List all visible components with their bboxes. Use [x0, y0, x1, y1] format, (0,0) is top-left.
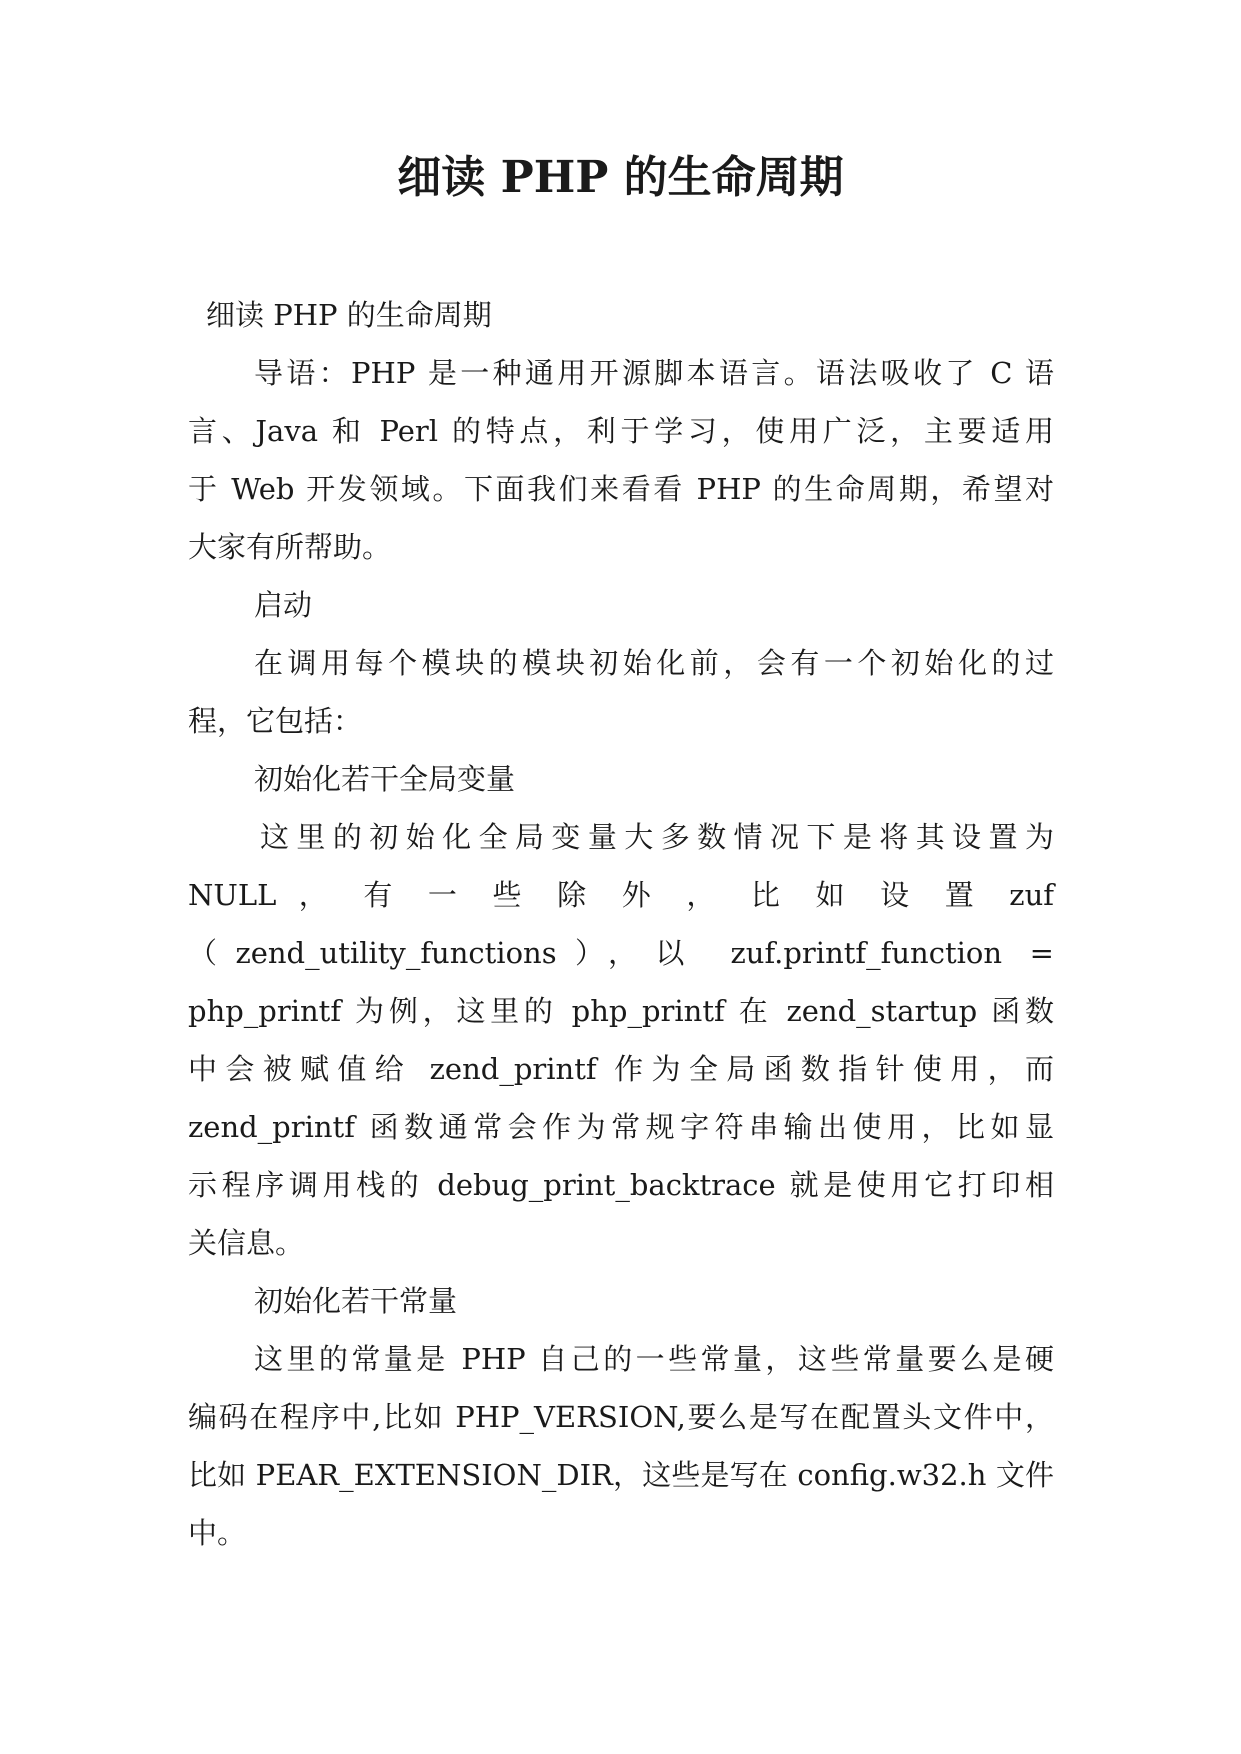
paragraph-line: 言、Java 和 Perl 的特点，利于学习，使用广泛，主要适用	[188, 414, 1054, 448]
paragraph-line: 程，它包括：	[188, 704, 363, 738]
paragraph-line: 大家有所帮助。	[188, 530, 392, 564]
paragraph-line: 编码在程序中,比如 PHP_VERSION,要么是写在配置头文件中，	[188, 1400, 1054, 1434]
paragraph-line: zend_printf 函数通常会作为常规字符串输出使用，比如显	[188, 1110, 1054, 1144]
paragraph-line: （zend_utility_functions），以 zuf.printf_function =	[188, 936, 1054, 970]
paragraph-line: 导语：PHP 是一种通用开源脚本语言。语法吸收了 C 语	[254, 356, 1054, 390]
paragraph-line: php_printf 为例，这里的 php_printf 在 zend_startup 函数	[188, 994, 1054, 1028]
subtitle-line: 细读 PHP 的生命周期	[206, 298, 492, 332]
paragraph-line: 于 Web 开发领域。下面我们来看看 PHP 的生命周期，希望对	[188, 472, 1054, 506]
paragraph-line: 这里的常量是 PHP 自己的一些常量，这些常量要么是硬	[254, 1342, 1054, 1376]
paragraph-line: 在调用每个模块的模块初始化前，会有一个初始化的过	[254, 646, 1054, 680]
document-body	[188, 286, 1054, 1562]
section-heading: 启动	[254, 588, 313, 622]
paragraph-line: 中会被赋值给 zend_printf 作为全局函数指针使用，而	[188, 1052, 1054, 1086]
document-title: 细读 PHP 的生命周期	[397, 152, 844, 203]
paragraph-line: 这里的初始化全局变量大多数情况下是将其设置为	[260, 820, 1054, 854]
paragraph-line: 关信息。	[188, 1226, 305, 1260]
section-heading: 初始化若干全局变量	[254, 762, 516, 796]
paragraph-line: NULL ， 有 一 些 除 外 ， 比 如 设 置 zuf	[188, 878, 1054, 912]
section-heading: 初始化若干常量	[254, 1284, 458, 1318]
paragraph-line: 示程序调用栈的 debug_print_backtrace 就是使用它打印相	[188, 1168, 1054, 1202]
paragraph-line: 中。	[188, 1516, 247, 1550]
paragraph-line: 比如 PEAR_EXTENSION_DIR，这些是写在 config.w32.h 文件	[188, 1458, 1054, 1492]
